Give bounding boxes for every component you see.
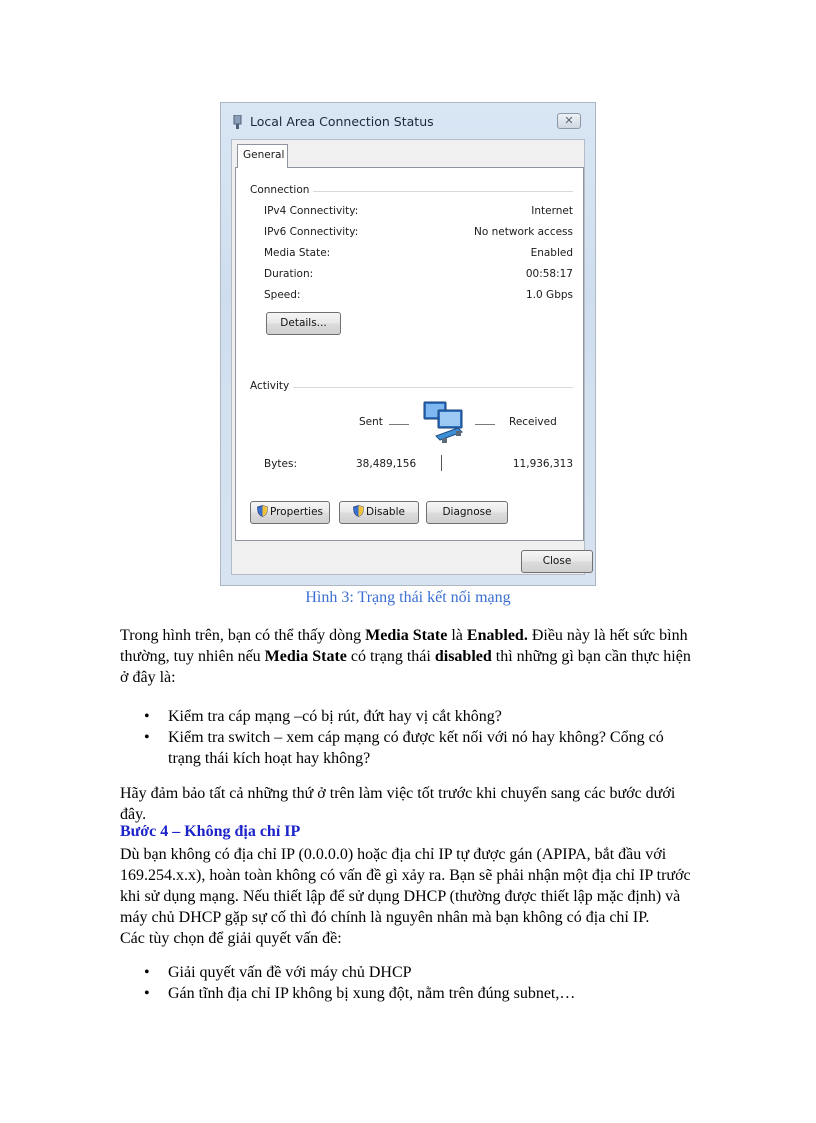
titlebar-close-button[interactable] — [557, 113, 581, 129]
details-button[interactable]: Details... — [266, 312, 341, 335]
duration-value: 00:58:17 — [525, 268, 573, 280]
para1-bold-enabled: Enabled. — [466, 627, 528, 644]
media-state-value: Enabled — [530, 247, 573, 259]
list-item: • Kiểm tra switch – xem cáp mạng có được kết nối với nó hay không? Cổng có trạng thái kích hoạt hay không? — [120, 727, 700, 769]
connection-group-label: Connection — [250, 184, 313, 196]
sent-dash — [389, 424, 409, 425]
paragraph-media-state — [120, 625, 700, 688]
para1-text-1: Trong hình trên, bạn có thể thấy dòng — [120, 627, 366, 644]
dialog-client-area — [231, 139, 585, 575]
para1-bold-disabled: disabled — [434, 648, 492, 665]
paragraph-options: Các tùy chọn để giải quyết vấn đề: — [120, 930, 342, 947]
step-4-heading: Bước 4 – Không địa chỉ IP — [120, 823, 301, 840]
bytes-sent-value: 38,489,156 — [356, 458, 417, 470]
properties-button[interactable] — [250, 501, 330, 524]
ipv4-label: IPv4 Connectivity: — [264, 205, 359, 217]
network-adapter-icon — [232, 115, 243, 129]
close-icon: ✕ — [564, 114, 574, 127]
properties-button-label: Properties — [269, 506, 324, 518]
para1-text-4: có trạng thái — [346, 648, 435, 665]
ipv6-label: IPv6 Connectivity: — [264, 226, 359, 238]
list-item: • Giải quyết vấn đề với máy chủ DHCP — [120, 962, 700, 983]
dialog-titlebar — [221, 103, 595, 139]
disable-button-label: Disable — [366, 506, 405, 518]
close-button[interactable]: Close — [521, 550, 593, 573]
network-computers-icon — [418, 398, 474, 448]
para1-text-5: thì những gì bạn cần thực hiện ở đây là: — [120, 648, 691, 686]
activity-group-divider — [250, 387, 573, 388]
sent-label: Sent — [359, 416, 383, 428]
duration-label: Duration: — [264, 268, 314, 280]
paragraph-no-ip: Dù bạn không có địa chỉ IP (0.0.0.0) hoặc địa chỉ IP tự được gán (APIPA, bắt đầu với 169.254.x.x), hoàn toàn không có vấn đề gì xảy ra. Bạn sẽ phải nhận một địa chỉ IP trước khi sử dụng mạng. Nếu thiết lập để sử dụng DHCP (thường được thiết lập mặc định) và máy chủ DHCP gặp sự cố thì đó chính là nguyên nhân mà bạn không có địa chỉ IP. — [120, 846, 691, 926]
check-list — [120, 706, 700, 769]
received-dash — [475, 424, 495, 425]
speed-label: Speed: — [264, 289, 301, 301]
connection-status-screenshot — [220, 102, 596, 586]
bytes-received-value: 11,936,313 — [512, 458, 573, 470]
para1-bold-media-state-2: Media State — [264, 648, 347, 665]
uac-shield-icon — [353, 505, 364, 517]
uac-shield-icon — [257, 505, 268, 517]
received-label: Received — [509, 416, 557, 428]
ipv4-value: Internet — [531, 205, 573, 217]
diagnose-button[interactable]: Diagnose — [426, 501, 508, 524]
general-tab-panel — [235, 167, 584, 541]
disable-button[interactable] — [339, 501, 419, 524]
para1-text-3: Điều này là hết sức bình thường, tuy nhiên nếu — [120, 627, 688, 665]
bytes-label: Bytes: — [264, 458, 298, 470]
bytes-separator — [441, 455, 442, 471]
para1-bold-media-state: Media State — [365, 627, 448, 644]
activity-group-label: Activity — [250, 380, 293, 392]
dialog-title: Local Area Connection Status — [250, 114, 434, 129]
ipv6-value: No network access — [474, 226, 573, 238]
figure-caption: Hình 3: Trạng thái kết nối mạng — [305, 589, 511, 606]
speed-value: 1.0 Gbps — [526, 289, 573, 301]
paragraph-ensure: Hãy đảm bảo tất cả những thứ ở trên làm việc tốt trước khi chuyển sang các bước dưới đây. — [120, 785, 676, 823]
options-list — [120, 962, 700, 1004]
list-item: • Kiểm tra cáp mạng –có bị rút, đứt hay vị cắt không? — [120, 706, 700, 727]
media-state-label: Media State: — [264, 247, 331, 259]
para1-text-2: là — [447, 627, 467, 644]
tab-general[interactable]: General — [237, 144, 288, 168]
list-item: • Gán tĩnh địa chỉ IP không bị xung đột, nằm trên đúng subnet,… — [120, 983, 700, 1004]
